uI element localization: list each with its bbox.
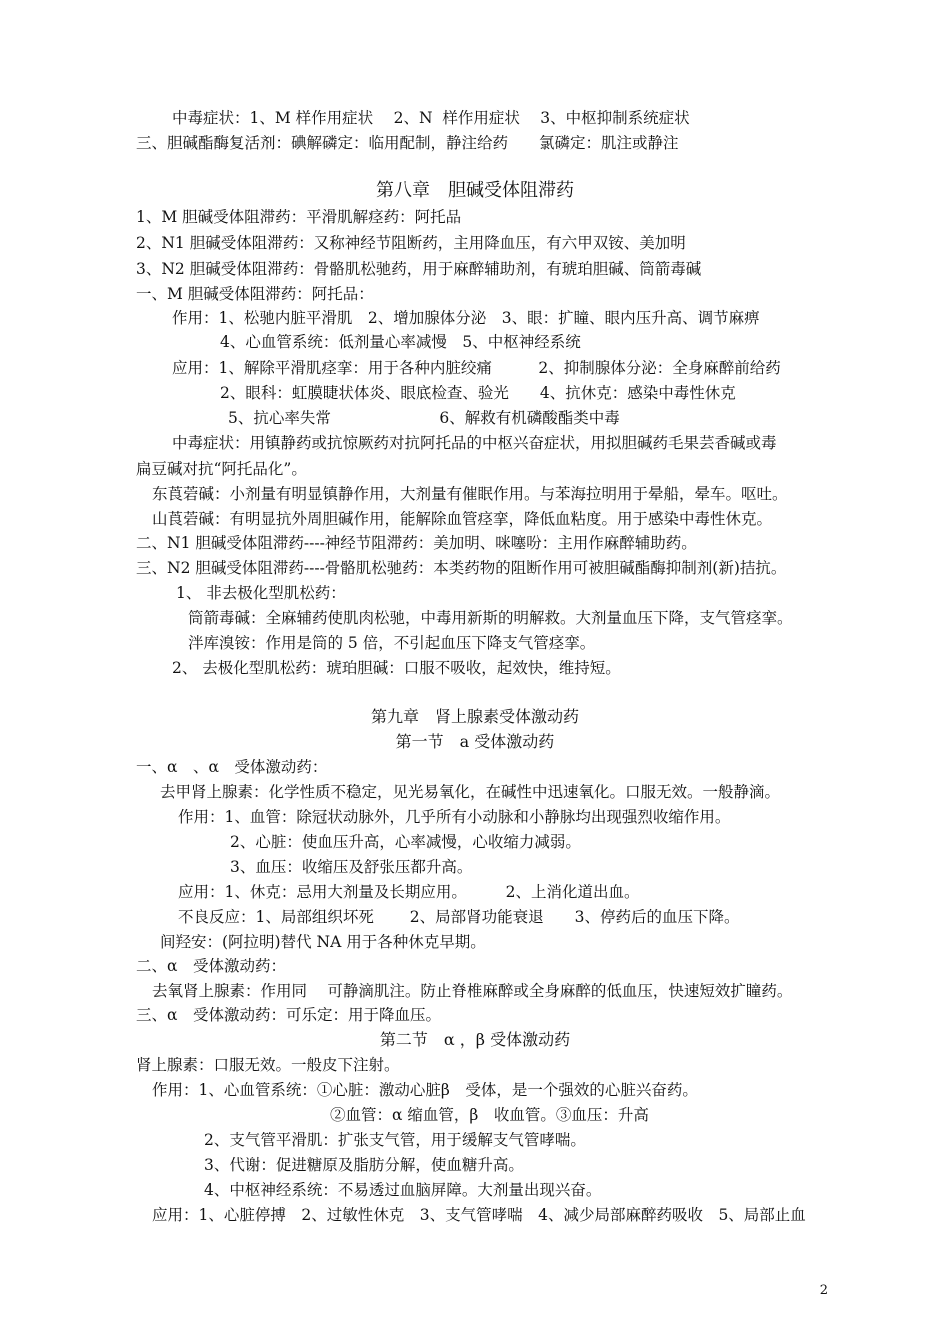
text-line: 作用：1、血管：除冠状动脉外，几乎所有小动脉和小静脉均出现强烈收缩作用。 (178, 808, 731, 826)
text-line: 1、M 胆碱受体阻滞药：平滑肌解痉药：阿托品 (136, 208, 462, 226)
text-line: 应用：1、休克：忌用大剂量及长期应用。 2、上消化道出血。 (178, 883, 640, 901)
text-line: 三、α 受体激动药：可乐定：用于降血压。 (136, 1006, 441, 1024)
text-line: 1、 非去极化型肌松药： (176, 584, 346, 602)
text-line: ②血管：α 缩血管，β 收血管。③血压：升高 (330, 1106, 649, 1124)
text-line: 2、支气管平滑肌：扩张支气管，用于缓解支气管哮喘。 (204, 1131, 586, 1149)
text-line: 肾上腺素：口服无效。一般皮下注射。 (136, 1056, 400, 1074)
text-line: 2、眼科：虹膜睫状体炎、眼底检查、验光 4、抗休克：感染中毒性休克 (220, 384, 736, 402)
text-line: 作用：1、松驰内脏平滑肌 2、增加腺体分泌 3、眼：扩瞳、眼内压升高、调节麻痹 (172, 309, 760, 327)
text-line: 山莨菪碱：有明显抗外周胆碱作用，能解除血管痉挛，降低血粘度。用于感染中毒性休克。 (152, 510, 773, 528)
section-title: 第一节 a 受体激动药 (395, 732, 555, 751)
text-line: 扁豆碱对抗“阿托品化”。 (136, 460, 307, 478)
chapter-title: 第八章 胆碱受体阻滞药 (376, 180, 574, 201)
text-line: 三、N2 胆碱受体阻滞药----骨骼肌松驰药：本类药物的阻断作用可被胆碱酯酶抑制剂(新)拮抗。 (136, 559, 787, 577)
text-line: 一、α 、α 受体激动药： (136, 758, 328, 776)
text-line: 5、抗心率失常 6、解救有机磷酸酯类中毒 (228, 409, 620, 427)
text-line: 3、代谢：促进糖原及脂肪分解，使血糖升高。 (204, 1156, 524, 1174)
text-line: 去氧肾上腺素：作用同 可静滴肌注。防止脊椎麻醉或全身麻醉的低血压，快速短效扩瞳药。 (152, 982, 793, 1000)
page-number: 2 (819, 1283, 828, 1298)
text-line: 2、 去极化型肌松药：琥珀胆碱：口服不吸收，起效快，维持短。 (172, 659, 621, 677)
text-line: 3、血压：收缩压及舒张压都升高。 (230, 858, 473, 876)
section-title: 第二节 α ，β 受体激动药 (379, 1030, 571, 1049)
text-line: 筒箭毒碱：全麻辅药使肌肉松驰，中毒用新斯的明解救。大剂量血压下降，支气管痉挛。 (188, 609, 793, 627)
text-line: 去甲肾上腺素：化学性质不稳定，见光易氧化，在碱性中迅速氧化。口服无效。一般静滴。 (160, 783, 781, 801)
text-line: 2、N1 胆碱受体阻滞药：又称神经节阻断药，主用降血压，有六甲双铵、美加明 (136, 234, 686, 252)
text-line: 间羟安：(阿拉明)替代 NA 用于各种休克早期。 (160, 933, 486, 951)
text-line: 应用：1、心脏停搏 2、过敏性休克 3、支气管哮喘 4、减少局部麻醉药吸收 5、局部止血 (152, 1206, 806, 1224)
text-line: 2、心脏：使血压升高，心率减慢，心收缩力减弱。 (230, 833, 581, 851)
text-line: 应用：1、解除平滑肌痉挛：用于各种内脏绞痛 2、抑制腺体分泌：全身麻醉前给药 (172, 359, 781, 377)
text-line: 4、中枢神经系统：不易透过血脑屏障。大剂量出现兴奋。 (204, 1181, 602, 1199)
text-line: 东莨菪碱：小剂量有明显镇静作用，大剂量有催眠作用。与苯海拉明用于晕船，晕车。呕吐。 (152, 485, 788, 503)
chapter-title: 第九章 肾上腺素受体激动药 (370, 707, 579, 726)
text-line: 泮库溴铵：作用是筒的 5 倍，不引起血压下降支气管痉挛。 (188, 634, 596, 652)
text-line: 中毒症状：1、M 样作用症状 2、N 样作用症状 3、中枢抑制系统症状 (172, 109, 690, 127)
text-line: 三、胆碱酯酶复活剂：碘解磷定：临用配制，静注给药 氯磷定：肌注或静注 (136, 134, 679, 152)
text-line: 不良反应：1、局部组织坏死 2、局部肾功能衰退 3、停药后的血压下降。 (178, 908, 740, 926)
text-line: 4、心血管系统：低剂量心率减慢 5、中枢神经系统 (220, 333, 581, 351)
text-line: 作用：1、心血管系统：①心脏：激动心脏β 受体，是一个强效的心脏兴奋药。 (152, 1081, 698, 1099)
text-line: 3、N2 胆碱受体阻滞药：骨骼肌松驰药，用于麻醉辅助剂，有琥珀胆碱、筒箭毒碱 (136, 260, 702, 278)
text-line: 二、α 受体激动药： (136, 957, 286, 975)
text-line: 二、N1 胆碱受体阻滞药----神经节阻滞药：美加明、咪噻吩：主用作麻醉辅助药。 (136, 534, 697, 552)
text-line: 中毒症状：用镇静药或抗惊厥药对抗阿托品的中枢兴奋症状，用拟胆碱药毛果芸香碱或毒 (172, 434, 777, 452)
text-line: 一、M 胆碱受体阻滞药：阿托品： (136, 285, 374, 303)
